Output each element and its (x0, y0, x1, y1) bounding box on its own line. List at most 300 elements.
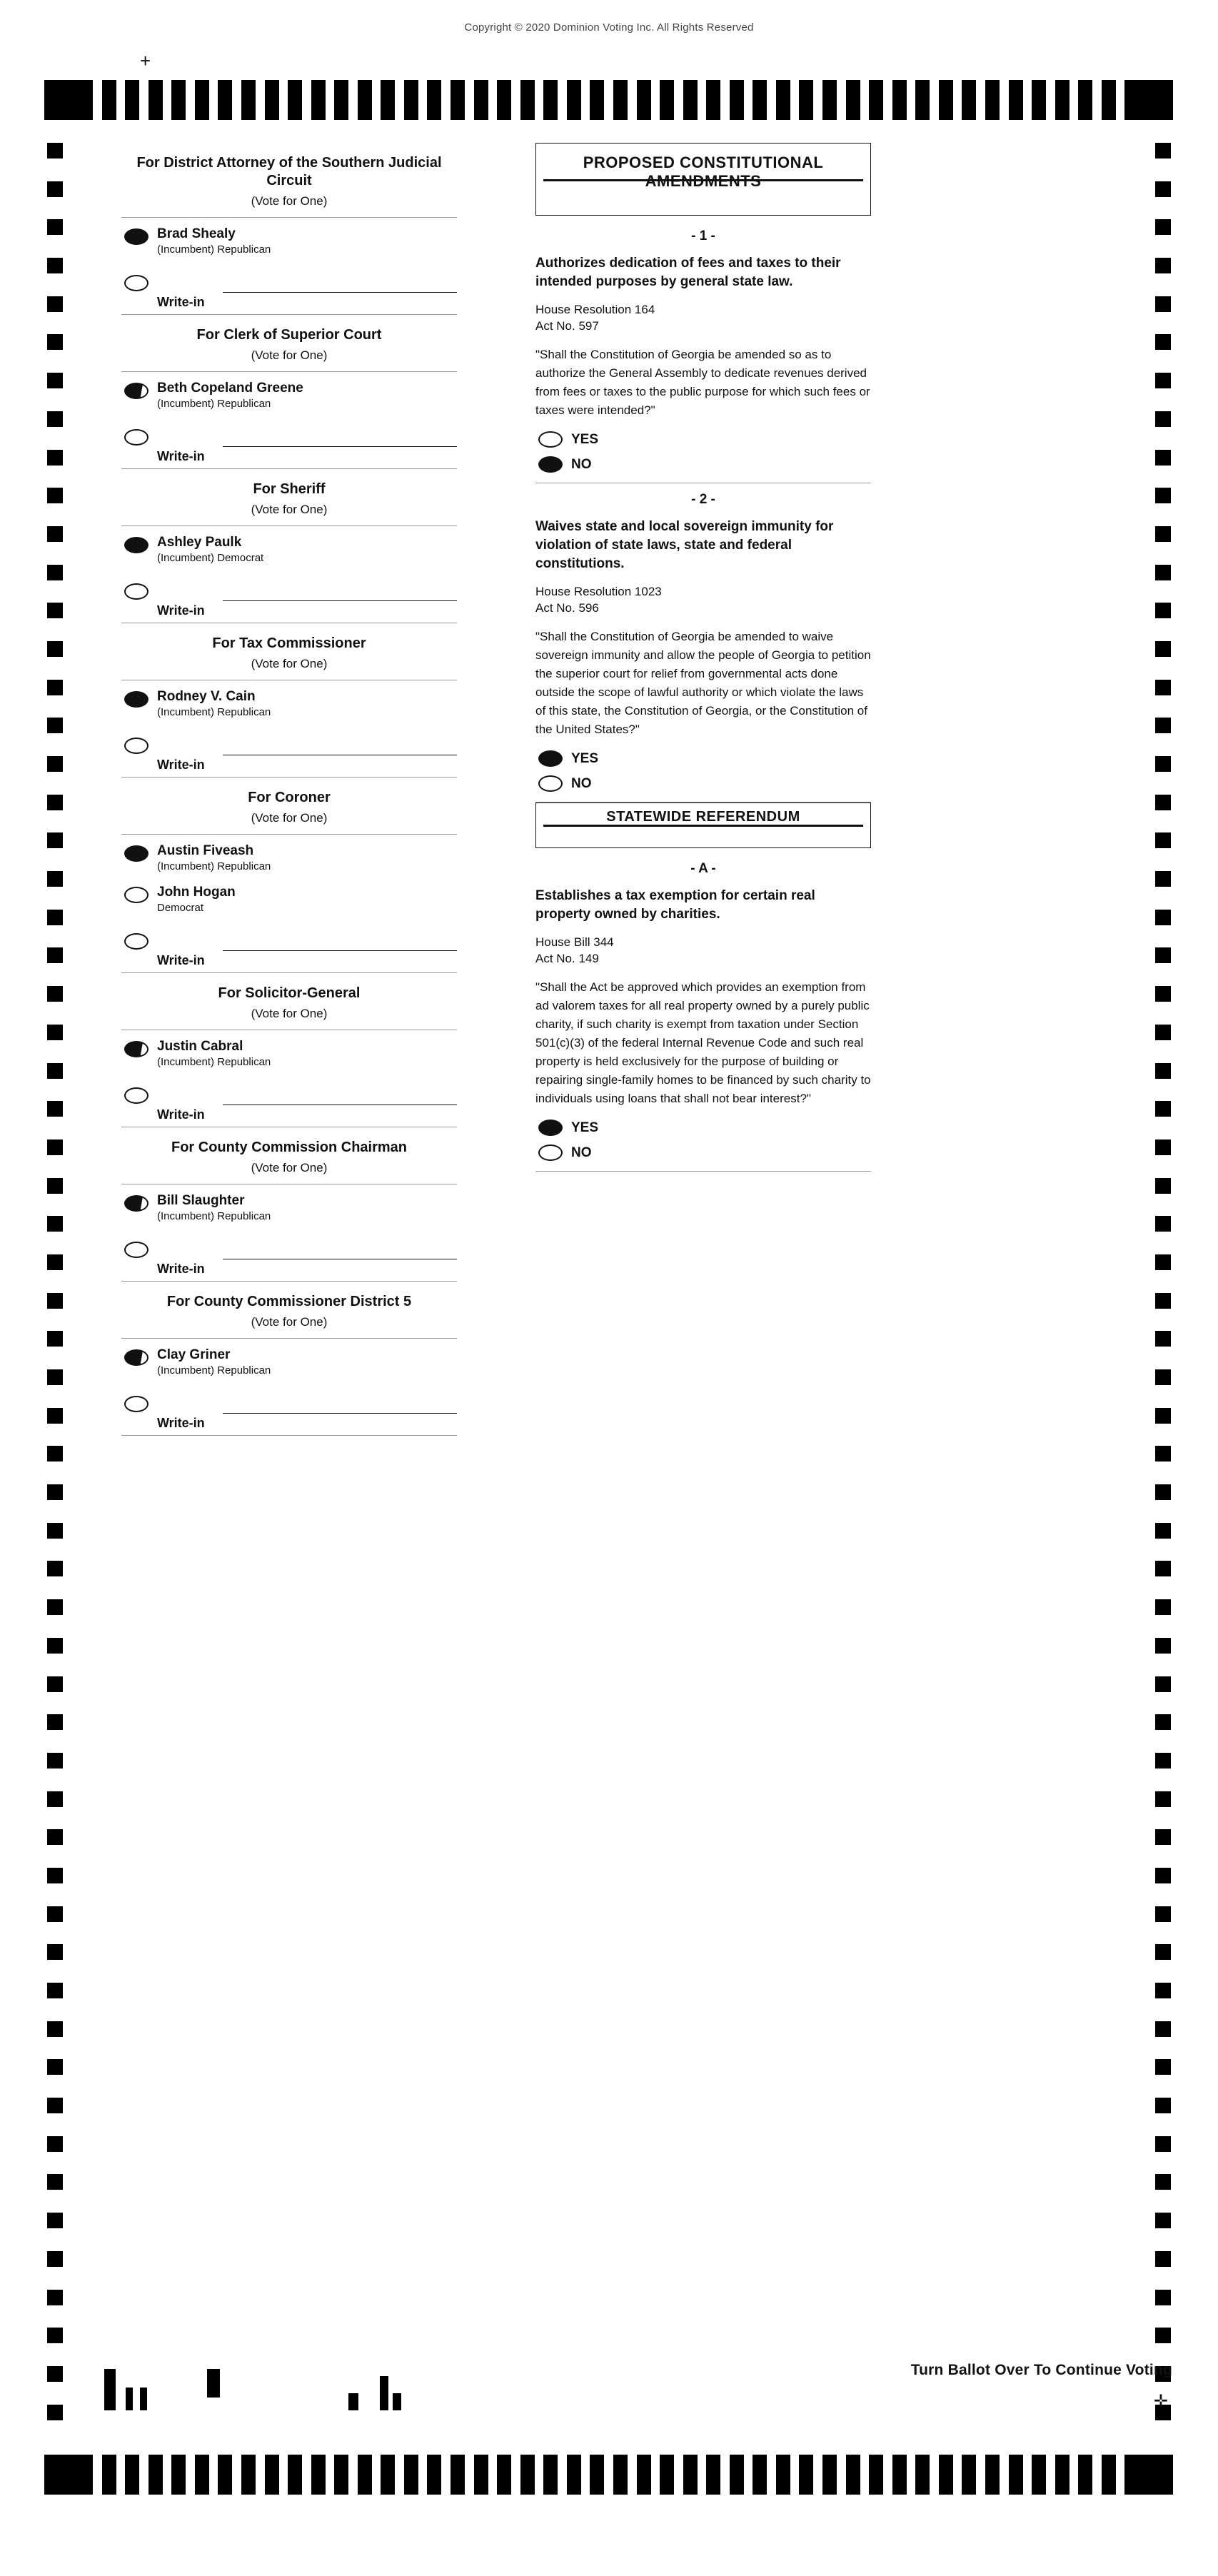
timing-mark (1155, 2174, 1171, 2190)
timing-mark (892, 80, 907, 120)
vote-oval[interactable] (124, 1242, 149, 1258)
candidate-party: (Incumbent) Republican (157, 706, 271, 718)
timing-mark (47, 2213, 63, 2228)
write-in-option[interactable] (121, 1226, 457, 1277)
timing-mark (195, 80, 209, 120)
timing-mark (543, 2455, 558, 2495)
contest-title: For Clerk of Superior Court (196, 327, 382, 343)
ballot-body (107, 143, 1128, 2413)
timing-mark (939, 2455, 953, 2495)
ballot-id-mark (380, 2376, 388, 2410)
contest-header (121, 143, 457, 210)
timing-mark (1155, 1561, 1171, 1576)
timing-mark (822, 2455, 837, 2495)
timing-mark (543, 80, 558, 120)
timing-mark (47, 2290, 63, 2305)
write-in-label: Write-in (157, 953, 205, 967)
timing-mark (47, 2059, 63, 2075)
timing-mark (520, 2455, 535, 2495)
banner-strikethrough (543, 825, 863, 827)
timing-mark (47, 1101, 63, 1117)
timing-mark (47, 1408, 63, 1424)
timing-mark (47, 2251, 63, 2267)
measure-reference-line: Act No. 596 (535, 601, 599, 615)
timing-mark (869, 80, 883, 120)
vote-oval[interactable] (124, 228, 149, 245)
measure-option-label: NO (571, 775, 592, 791)
timing-mark (799, 80, 813, 120)
timing-mark (47, 2328, 63, 2343)
timing-mark (47, 334, 63, 350)
write-in-input[interactable] (223, 1237, 457, 1259)
candidate-option[interactable] (121, 876, 457, 917)
timing-mark (846, 2455, 860, 2495)
timing-mark (125, 80, 139, 120)
timing-mark (1155, 1638, 1171, 1654)
timing-mark (590, 80, 604, 120)
candidate-name: Bill Slaughter (157, 1193, 245, 1208)
ballot-id-mark (140, 2388, 147, 2410)
measure-reference-line: Act No. 149 (535, 952, 599, 965)
timing-mark (753, 80, 767, 120)
candidate-party: (Incumbent) Republican (157, 860, 271, 872)
timing-mark (47, 947, 63, 963)
vote-oval[interactable] (124, 845, 149, 862)
timing-mark (1155, 526, 1171, 542)
vote-oval[interactable] (124, 583, 149, 600)
vote-oval[interactable] (538, 456, 563, 473)
timing-mark (1155, 1293, 1171, 1309)
candidate-option[interactable] (121, 835, 457, 876)
ballot-id-marks (100, 2369, 500, 2422)
candidate-option[interactable] (121, 1339, 457, 1380)
candidate-option[interactable] (121, 372, 457, 413)
timing-mark (1155, 1408, 1171, 1424)
candidate-option[interactable] (121, 1030, 457, 1072)
write-in-block (157, 1392, 457, 1431)
vote-oval[interactable] (538, 750, 563, 767)
vote-oval[interactable] (538, 775, 563, 792)
timing-mark (637, 2455, 651, 2495)
timing-mark (1155, 2290, 1171, 2305)
timing-mark (776, 2455, 790, 2495)
timing-marks-bottom (44, 2455, 1174, 2495)
timing-mark (47, 1638, 63, 1654)
timing-mark (47, 2366, 63, 2382)
timing-mark (1155, 2136, 1171, 2152)
measure-option-label: YES (571, 1120, 599, 1135)
vote-oval[interactable] (124, 887, 149, 903)
timing-mark (1155, 603, 1171, 618)
candidate-text (157, 381, 457, 411)
vote-for-instruction: (Vote for One) (251, 811, 328, 825)
timing-mark (102, 2455, 116, 2495)
timing-mark (47, 756, 63, 772)
timing-mark (1032, 80, 1046, 120)
vote-oval[interactable] (538, 1144, 563, 1161)
timing-mark (47, 1254, 63, 1270)
timing-mark (590, 2455, 604, 2495)
timing-mark (753, 2455, 767, 2495)
contest-title: For County Commission Chairman (171, 1139, 408, 1155)
vote-oval[interactable] (124, 933, 149, 950)
timing-mark (47, 2021, 63, 2037)
timing-mark (1078, 80, 1092, 120)
timing-mark (47, 565, 63, 580)
vote-for-instruction: (Vote for One) (251, 194, 328, 208)
measure-divider (535, 1171, 871, 1172)
candidate-option[interactable] (121, 1184, 457, 1226)
timing-mark (637, 80, 651, 120)
timing-mark (776, 80, 790, 120)
timing-mark (102, 80, 116, 120)
timing-mark (660, 2455, 674, 2495)
timing-mark (334, 80, 348, 120)
measure-number: - 1 - (691, 228, 715, 243)
timing-mark (1155, 411, 1171, 427)
timing-mark (1155, 1063, 1171, 1079)
timing-mark (195, 2455, 209, 2495)
vote-oval[interactable] (538, 431, 563, 448)
ballot-column-left (121, 143, 457, 1436)
section-banner (535, 143, 871, 216)
candidate-name: Justin Cabral (157, 1039, 243, 1054)
write-in-option[interactable] (121, 722, 457, 773)
vote-oval[interactable] (124, 1087, 149, 1104)
candidate-option[interactable] (121, 218, 457, 259)
contest-title: For District Attorney of the Southern Judicial Circuit (136, 155, 442, 188)
timing-mark (47, 2136, 63, 2152)
timing-mark (1155, 1714, 1171, 1730)
timing-mark (660, 80, 674, 120)
timing-mark (288, 2455, 302, 2495)
write-in-block (157, 1237, 457, 1277)
timing-mark (1155, 488, 1171, 503)
section-banner (535, 803, 871, 848)
timing-mark (1155, 2213, 1171, 2228)
candidate-option[interactable] (121, 526, 457, 568)
timing-mark (47, 1753, 63, 1769)
candidate-name: Beth Copeland Greene (157, 381, 303, 396)
timing-mark (47, 910, 63, 925)
timing-mark (520, 80, 535, 120)
timing-mark (1155, 450, 1171, 466)
vote-oval[interactable] (124, 1349, 149, 1366)
candidate-text (157, 843, 457, 873)
timing-mark (265, 2455, 279, 2495)
timing-mark (47, 1331, 63, 1347)
candidate-name: Brad Shealy (157, 226, 236, 241)
timing-mark (1078, 2455, 1092, 2495)
timing-mark (1155, 2328, 1171, 2343)
candidate-text (157, 689, 457, 719)
timing-mark (1155, 1599, 1171, 1615)
timing-mark (1155, 258, 1171, 273)
timing-mark (1155, 2021, 1171, 2037)
vote-oval[interactable] (124, 1041, 149, 1057)
ballot-id-mark (207, 2369, 220, 2398)
timing-mark (47, 795, 63, 810)
crosshair-mark: ✛ (1153, 2392, 1168, 2411)
timing-mark (985, 80, 1000, 120)
candidate-name: Ashley Paulk (157, 535, 242, 550)
measure-option[interactable] (535, 771, 871, 796)
timing-mark (1155, 1983, 1171, 1998)
timing-mark (427, 80, 441, 120)
timing-mark (358, 2455, 372, 2495)
timing-mark (915, 2455, 930, 2495)
timing-mark (1102, 80, 1116, 120)
write-in-option[interactable] (121, 1380, 457, 1431)
timing-mark (1155, 1216, 1171, 1232)
vote-oval[interactable] (124, 383, 149, 399)
write-in-input[interactable] (223, 1083, 457, 1105)
timing-mark (1155, 947, 1171, 963)
measure-body-text: "Shall the Constitution of Georgia be amended to waive sovereign immunity and allow the people of Georgia to petition the superior court for relief from governmental acts done outside the scope of lawful authority or which violate the laws of this state, the Constitution of Georgia, or the Constitution of the United States?" (535, 630, 871, 736)
write-in-label: Write-in (157, 449, 205, 463)
timing-mark (1055, 2455, 1069, 2495)
timing-mark (149, 80, 163, 120)
vote-for-instruction: (Vote for One) (251, 503, 328, 516)
timing-mark (613, 80, 628, 120)
timing-mark (1155, 680, 1171, 695)
write-in-option[interactable] (121, 917, 457, 968)
timing-mark (47, 258, 63, 273)
write-in-option[interactable] (121, 1072, 457, 1122)
write-in-input[interactable] (223, 929, 457, 951)
timing-mark (1155, 1331, 1171, 1347)
timing-mark (1155, 1446, 1171, 1461)
write-in-label: Write-in (157, 603, 205, 618)
vote-oval[interactable] (124, 537, 149, 553)
contest-header (121, 1282, 457, 1331)
timing-marks-top (44, 80, 1174, 120)
contest-title: For Tax Commissioner (212, 635, 366, 651)
timing-mark (451, 2455, 465, 2495)
timing-mark (706, 80, 720, 120)
measure-reference-line: Act No. 597 (535, 319, 599, 333)
write-in-input[interactable] (223, 271, 457, 293)
contest-header (121, 469, 457, 518)
section-banner-text: PROPOSED CONSTITUTIONAL AMENDMENTS (583, 154, 824, 190)
timing-mark (241, 80, 256, 120)
write-in-option[interactable] (121, 413, 457, 464)
measure-reference (535, 934, 871, 978)
timing-mark (683, 80, 698, 120)
timing-mark (799, 2455, 813, 2495)
timing-mark (381, 2455, 395, 2495)
measure-option-label: NO (571, 456, 592, 472)
timing-mark (47, 603, 63, 618)
timing-mark (1155, 832, 1171, 848)
timing-mark (241, 2455, 256, 2495)
timing-mark (47, 1983, 63, 1998)
candidate-text (157, 535, 457, 565)
registration-plus-mark: + (140, 50, 151, 71)
timing-mark (47, 2405, 63, 2420)
timing-mark (846, 80, 860, 120)
timing-mark (985, 2455, 1000, 2495)
timing-mark (47, 1293, 63, 1309)
timing-mark (1155, 1139, 1171, 1155)
timing-mark (1155, 1944, 1171, 1960)
timing-mark (822, 80, 837, 120)
timing-mark (47, 1791, 63, 1807)
candidate-option[interactable] (121, 680, 457, 722)
vote-oval[interactable] (124, 275, 149, 291)
measure-title: Waives state and local sovereign immunity for violation of state laws, state and federal constitutions. (535, 519, 834, 571)
candidate-party: (Incumbent) Republican (157, 398, 271, 410)
timing-mark (1155, 334, 1171, 350)
timing-mark (451, 80, 465, 120)
contest-title: For County Commissioner District 5 (166, 1294, 412, 1309)
timing-mark (125, 2455, 139, 2495)
write-in-input[interactable] (223, 425, 457, 447)
vote-oval[interactable] (124, 429, 149, 446)
timing-mark (730, 80, 744, 120)
timing-mark (47, 1446, 63, 1461)
turn-ballot-over-text: Turn Ballot Over To Continue Voting (910, 2362, 1172, 2378)
timing-mark (311, 2455, 326, 2495)
write-in-option[interactable] (121, 259, 457, 310)
write-in-input[interactable] (223, 579, 457, 601)
timing-mark (497, 2455, 511, 2495)
measure-reference-line: House Bill 344 (535, 935, 614, 949)
timing-mark (474, 80, 488, 120)
write-in-block (157, 733, 457, 773)
measure-title: Authorizes dedication of fees and taxes to their intended purposes by general state law. (535, 256, 841, 289)
timing-mark (1155, 1868, 1171, 1883)
vote-for-instruction: (Vote for One) (251, 348, 328, 362)
measure-reference-line: House Resolution 1023 (535, 585, 662, 598)
timing-mark (47, 1216, 63, 1232)
timing-mark (311, 80, 326, 120)
timing-mark (1155, 641, 1171, 657)
timing-mark (1032, 2455, 1046, 2495)
timing-mark (915, 80, 930, 120)
timing-mark (47, 143, 63, 159)
timing-mark (47, 181, 63, 197)
timing-mark (44, 80, 93, 120)
timing-mark (1155, 756, 1171, 772)
measure-option-label: YES (571, 750, 599, 766)
candidate-name: Clay Griner (157, 1347, 231, 1362)
timing-mark (47, 986, 63, 1002)
contest-header (121, 973, 457, 1022)
measure-number: - 2 - (691, 492, 715, 507)
write-in-label: Write-in (157, 1107, 205, 1122)
timing-mark (47, 1369, 63, 1385)
timing-mark (47, 1868, 63, 1883)
candidate-party: (Incumbent) Republican (157, 1056, 271, 1068)
measure-option[interactable] (535, 746, 871, 771)
timing-mark (474, 2455, 488, 2495)
measure-reference (535, 583, 871, 628)
timing-mark (1155, 795, 1171, 810)
timing-mark (404, 80, 418, 120)
timing-mark (1155, 1791, 1171, 1807)
timing-mark (1155, 1523, 1171, 1539)
timing-mark (47, 488, 63, 503)
ballot-id-mark (104, 2369, 116, 2410)
vote-for-instruction: (Vote for One) (251, 657, 328, 670)
candidate-text (157, 1193, 457, 1223)
timing-mark (47, 450, 63, 466)
timing-mark (1155, 871, 1171, 887)
vote-oval[interactable] (124, 1396, 149, 1412)
write-in-input[interactable] (223, 733, 457, 755)
contest-header (121, 315, 457, 364)
timing-mark (47, 680, 63, 695)
vote-oval[interactable] (124, 1195, 149, 1212)
candidate-text (157, 885, 457, 915)
write-in-block (157, 271, 457, 310)
timing-mark (1155, 296, 1171, 312)
candidate-party: (Incumbent) Republican (157, 243, 271, 256)
timing-mark (358, 80, 372, 120)
timing-mark (939, 80, 953, 120)
ballot-id-mark (126, 2388, 133, 2410)
timing-mark (962, 80, 976, 120)
measure-option[interactable] (535, 452, 871, 477)
timing-mark (47, 1906, 63, 1922)
candidate-text (157, 1039, 457, 1069)
timing-mark (1155, 143, 1171, 159)
timing-mark (1155, 1101, 1171, 1117)
timing-mark (892, 2455, 907, 2495)
contest-header (121, 623, 457, 673)
timing-mark (47, 1025, 63, 1040)
candidate-party: Democrat (157, 902, 204, 914)
measure-option[interactable] (535, 1140, 871, 1165)
write-in-block (157, 579, 457, 618)
timing-mark (218, 80, 232, 120)
timing-mark (47, 219, 63, 235)
measure-option[interactable] (535, 427, 871, 452)
timing-mark (334, 2455, 348, 2495)
timing-mark (567, 2455, 581, 2495)
timing-mark (44, 2455, 93, 2495)
timing-mark (1155, 986, 1171, 1002)
timing-mark (1155, 1025, 1171, 1040)
copyright-notice: Copyright © 2020 Dominion Voting Inc. All Rights Reserved (464, 21, 754, 34)
contest-header (121, 1127, 457, 1177)
timing-mark (1155, 2059, 1171, 2075)
measure-option[interactable] (535, 1115, 871, 1140)
timing-mark (47, 526, 63, 542)
vote-oval[interactable] (124, 738, 149, 754)
candidate-name: Rodney V. Cain (157, 689, 256, 704)
contest-header (121, 778, 457, 827)
timing-mark (47, 2098, 63, 2113)
timing-mark (149, 2455, 163, 2495)
vote-for-instruction: (Vote for One) (251, 1007, 328, 1020)
timing-mark (683, 2455, 698, 2495)
measure-option-label: YES (571, 431, 599, 447)
vote-oval[interactable] (124, 691, 149, 708)
measure-body-text: "Shall the Constitution of Georgia be amended so as to authorize the General Assembly to dedicate revenues derived from fees or taxes to the public purpose for which such fees or taxes were intended?" (535, 348, 870, 417)
timing-marks-left (47, 143, 63, 2420)
timing-mark (171, 80, 186, 120)
write-in-input[interactable] (223, 1392, 457, 1414)
timing-mark (1124, 2455, 1173, 2495)
measure-option-label: NO (571, 1144, 592, 1160)
vote-oval[interactable] (538, 1120, 563, 1136)
timing-mark (1155, 1753, 1171, 1769)
timing-mark (47, 641, 63, 657)
timing-mark (47, 2174, 63, 2190)
write-in-option[interactable] (121, 568, 457, 618)
